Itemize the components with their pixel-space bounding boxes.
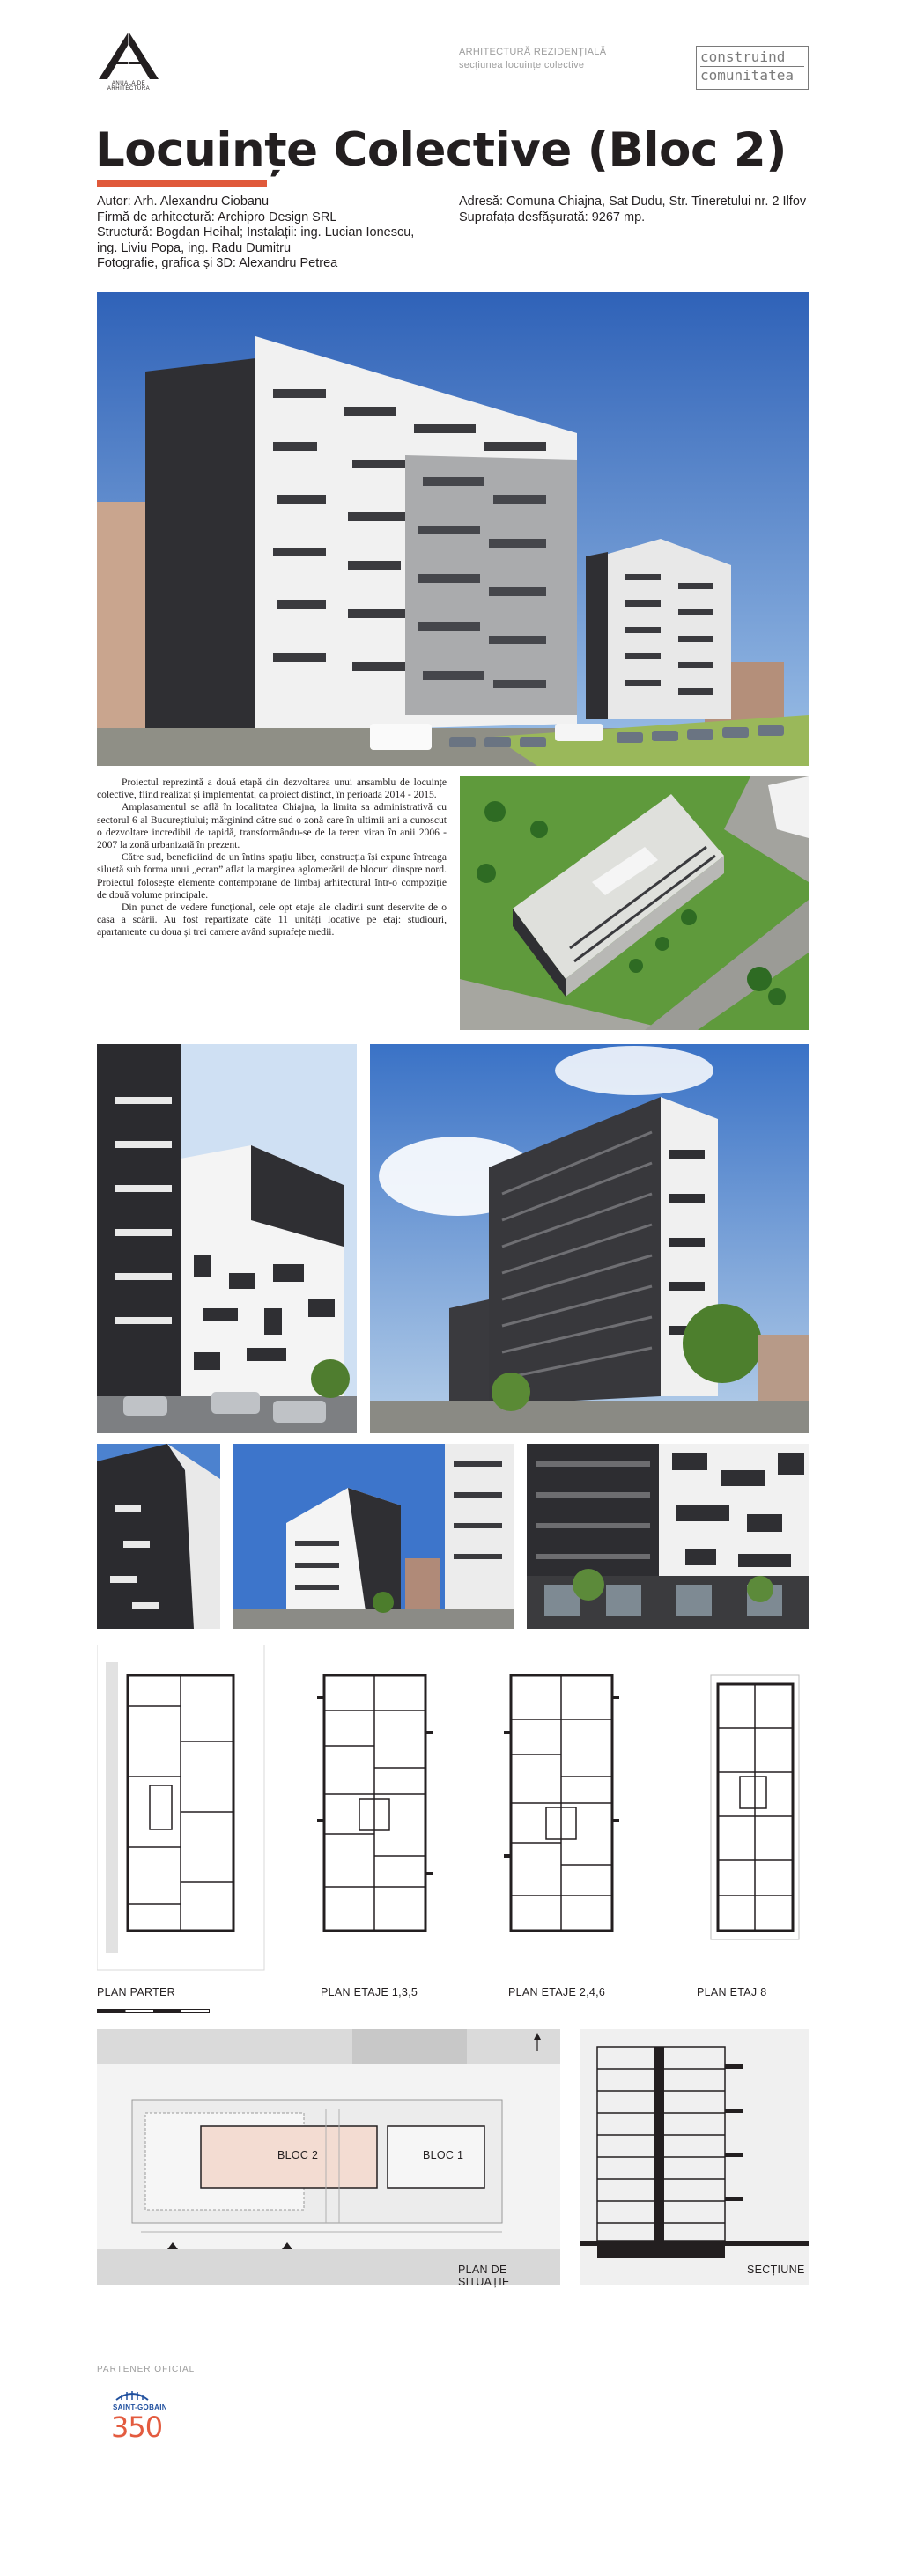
section-title (459, 46, 606, 72)
photo-detail-corner (97, 1444, 220, 1629)
credit-firm: Firmă de arhitectură: Archipro Design SRL (97, 210, 337, 224)
project-description (97, 776, 447, 939)
plan-etaj-8-label: PLAN ETAJ 8 (697, 1986, 767, 1998)
title-underline (97, 180, 267, 187)
credit-structure: Structură: Bogdan Heihal; Instalații: ing. Lucian Ionescu, ing. Liviu Popa, ing. Radu Dumitru (97, 225, 415, 255)
plan-parter-label: PLAN PARTER (97, 1986, 175, 1998)
anuala-logo (93, 30, 164, 92)
plan-etaje-135-label: PLAN ETAJE 1,3,5 (321, 1986, 418, 1998)
description-paragraph: Proiectul reprezintă a două etapă din dezvoltarea unui ansamblu de locuințe colective, fiind realizat și implementat, ca proiect distinct, în perioada 2014 - 2015. (97, 776, 447, 801)
page-title: Locuințe Colective (Bloc 2) (95, 123, 787, 177)
credits-right (459, 195, 811, 225)
credits-left (97, 195, 423, 272)
site-plan-label: PLAN DE SITUAȚIE (458, 2263, 510, 2288)
site-label-bloc2: BLOC 2 (277, 2149, 319, 2161)
plan-parter-drawing (97, 1645, 264, 1970)
logo-mark-icon (93, 30, 164, 81)
credit-photography: Fotografie, grafica și 3D: Alexandru Petrea (97, 256, 338, 270)
photo-south-facade (370, 1044, 809, 1433)
hero-photo (97, 292, 809, 766)
cc-logo-line2: comunitatea (700, 67, 794, 84)
partner-label: PARTENER OFICIAL (97, 2365, 196, 2374)
credit-area: Suprafața desfășurată: 9267 mp. (459, 210, 646, 224)
photo-west-view (233, 1444, 514, 1629)
plan-etaje-135-drawing (317, 1675, 433, 1931)
aerial-render (460, 776, 809, 1030)
building-section (580, 2029, 809, 2285)
section-category: ARHITECTURĂ REZIDENȚIALĂ (459, 47, 607, 57)
photo-street-view (97, 1044, 357, 1433)
saint-gobain-years: 350 (111, 2410, 163, 2444)
site-label-bloc1: BLOC 1 (423, 2149, 464, 2161)
logo-caption: ANUALA DE ARHITECTURA (107, 81, 151, 92)
plan-etaje-246-drawing (504, 1675, 619, 1931)
section-subcategory: secțiunea locuințe colective (459, 60, 585, 70)
photo-ground-floor (527, 1444, 809, 1629)
section-label: SECȚIUNE (747, 2263, 805, 2276)
plan-etaje-246-label: PLAN ETAJE 2,4,6 (508, 1986, 606, 1998)
description-paragraph: Către sud, beneficiind de un întins spațiu liber, construcția își expune întreaga siluetă sub forma unui „ecran” aflat la marginea aglomerării de blocuri dinspre nord. Proiectul folosește elemente contemporane de limbaj arhitectural într-o compoziție de două volume principale. (97, 851, 447, 901)
description-paragraph: Din punct de vedere funcțional, cele opt etaje ale cladirii sunt deservite de o casa a scării. Au fost repartizate câte 11 unități locative pe etaj: studiouri, apartamente cu doua și trei camere având suprafețe medii. (97, 902, 447, 938)
construind-comunitatea-logo (696, 46, 809, 90)
credit-address: Adresă: Comuna Chiajna, Sat Dudu, Str. Tineretului nr. 2 Ilfov (459, 195, 807, 209)
floor-plans (97, 1645, 809, 1979)
saint-gobain-logo (97, 2388, 203, 2449)
credit-author: Autor: Arh. Alexandru Ciobanu (97, 195, 270, 209)
scale-bar (97, 2009, 210, 2013)
site-plan (97, 2029, 560, 2288)
saint-gobain-brand: SAINT-GOBAIN (113, 2403, 167, 2411)
cc-logo-line1: construind (700, 48, 804, 67)
plan-etaj-8-drawing (711, 1675, 799, 1939)
description-paragraph: Amplasamentul se află în localitatea Chiajna, la limita sa administrativă cu sectorul 6 al Bucureștiului; mărginind către sud o zonă care în ultimii ani a cunoscut o dezvoltare incredibil de rapidă, transformându-se de la teren viran în anii 2006 - 2007 la zonă urbanizată în prezent. (97, 801, 447, 851)
